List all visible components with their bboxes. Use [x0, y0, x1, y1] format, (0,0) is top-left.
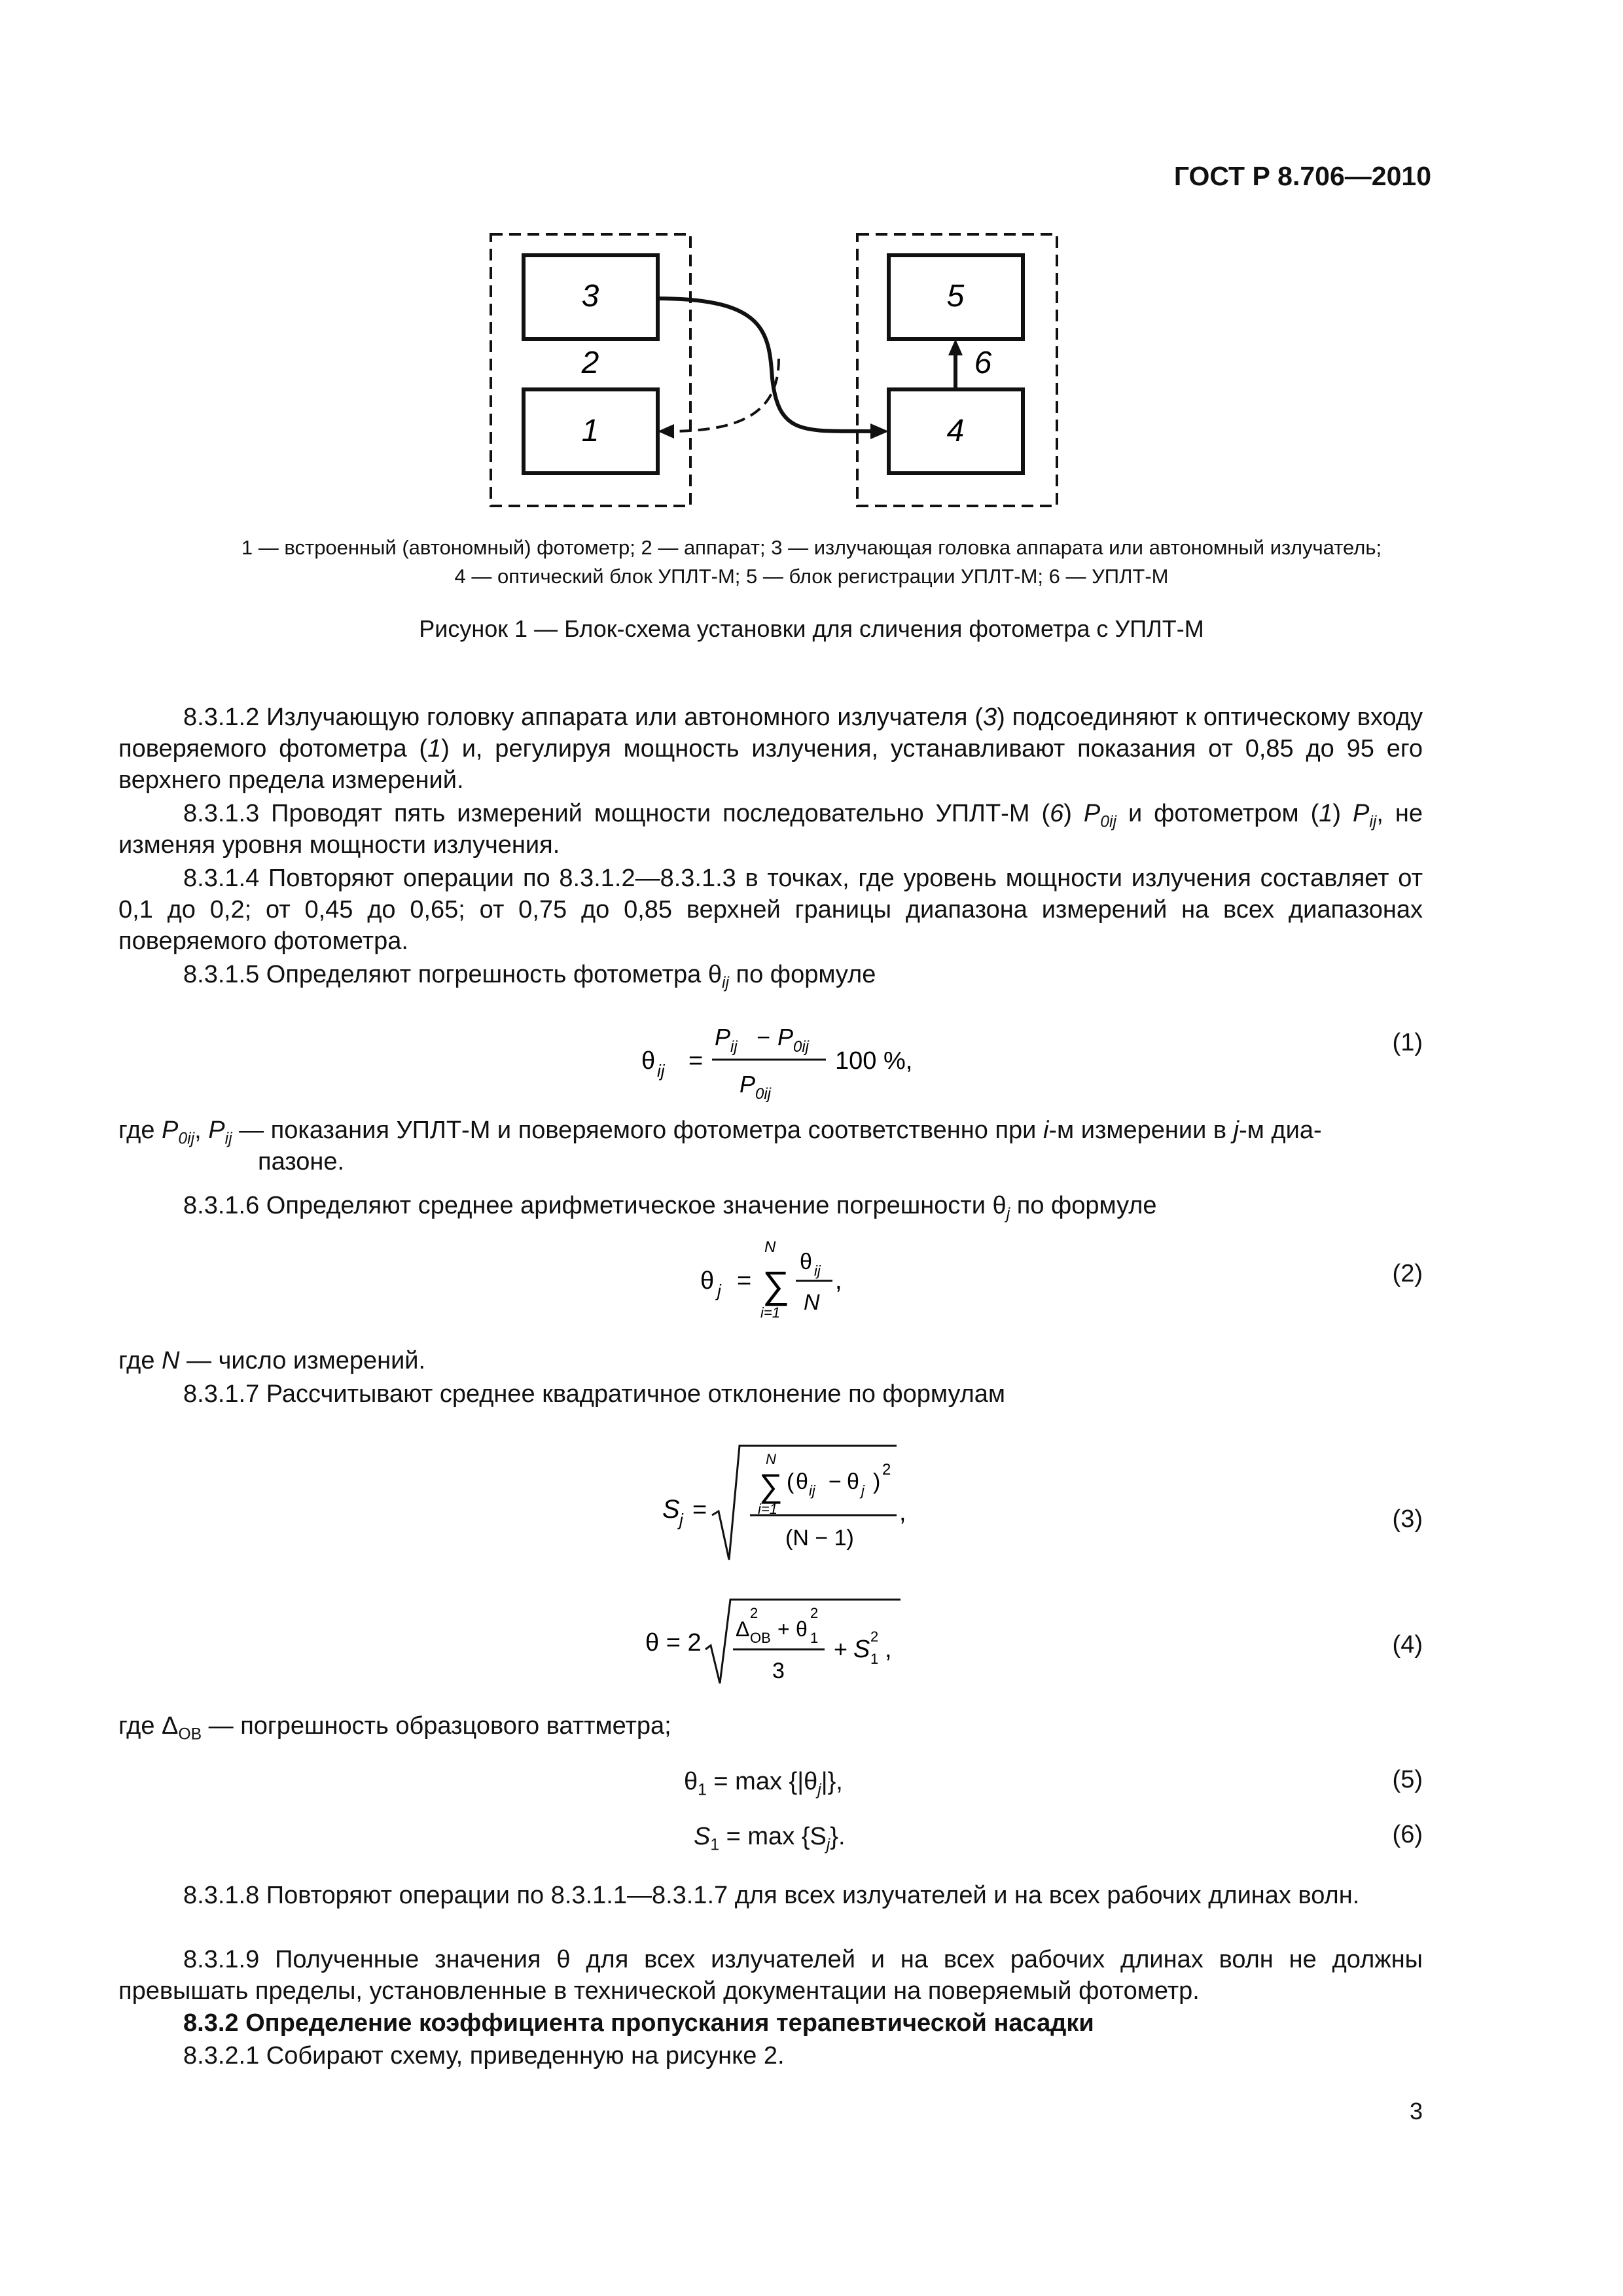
dashed-return-line — [668, 359, 779, 431]
uplt-label-6: 6 — [974, 346, 992, 380]
svg-text:ij: ij — [657, 1061, 665, 1081]
svg-text:θ = 2: θ = 2 — [645, 1629, 702, 1657]
section-heading-8-3-2: 8.3.2 Определение коэффициента пропускания терапевтической насадки — [183, 2009, 1094, 2037]
svg-text:P: P — [777, 1024, 794, 1050]
block-diagram-figure — [478, 228, 1067, 509]
svg-text:ij: ij — [730, 1038, 738, 1056]
svg-text:ij: ij — [814, 1263, 821, 1279]
svg-text:2: 2 — [810, 1605, 819, 1621]
svg-text:P: P — [740, 1071, 756, 1098]
svg-text:S: S — [853, 1636, 870, 1663]
equation-3-number: (3) — [1392, 1505, 1423, 1533]
svg-text:(: ( — [787, 1469, 794, 1494]
page-number: 3 — [1409, 2098, 1423, 2125]
svg-text:θ: θ — [796, 1469, 808, 1494]
svg-text:j: j — [717, 1281, 721, 1300]
paragraph-8-3-1-3: 8.3.1.3 Проводят пять измерений мощности последовательно УПЛТ-М (6) $P_{0ij}$ и фотометром (1) $P_{ij}$, не изменяя уровня мощности излучения. — [118, 800, 1423, 859]
equation-5: $\theta_1 = \max \{|\theta_j|\}$, — [684, 1768, 843, 1799]
svg-text:,: , — [899, 1499, 906, 1526]
box-4-label: 4 — [946, 414, 965, 448]
svg-text:∑: ∑ — [759, 1467, 783, 1504]
svg-text:θ: θ — [641, 1047, 656, 1075]
svg-text:): ) — [873, 1469, 881, 1494]
where-clause-1: где $P_{0ij}$, $P_{ij}$ — показания УПЛТ-М и поверяемого фотометра соответственно при i-м измерении в j-м диа- — [118, 1117, 1322, 1148]
svg-text:θ: θ — [847, 1469, 859, 1494]
arrow-to-box-1 — [658, 424, 674, 439]
svg-text:θ: θ — [796, 1617, 808, 1641]
svg-text:ОВ: ОВ — [750, 1630, 771, 1646]
equation-3 — [648, 1437, 923, 1581]
svg-text:=: = — [737, 1267, 752, 1295]
svg-text:P: P — [715, 1024, 731, 1050]
box-3-label: 3 — [581, 279, 599, 314]
svg-text:0ij: 0ij — [793, 1038, 810, 1056]
equation-5-number: (5) — [1392, 1766, 1423, 1793]
equation-4-number: (4) — [1392, 1631, 1423, 1659]
document-code: ГОСТ Р 8.706—2010 — [1173, 161, 1431, 191]
svg-text:,: , — [885, 1636, 892, 1663]
svg-text:∑: ∑ — [762, 1264, 790, 1306]
svg-text:(N − 1): (N − 1) — [785, 1526, 854, 1551]
svg-text:,: , — [835, 1267, 842, 1295]
svg-text:1: 1 — [810, 1630, 819, 1646]
paragraph-8-3-1-7: 8.3.1.7 Рассчитывают среднее квадратичное отклонение по формулам — [183, 1380, 1006, 1408]
svg-text:j: j — [861, 1482, 865, 1499]
svg-text:S: S — [662, 1495, 680, 1524]
svg-text:0ij: 0ij — [755, 1085, 772, 1103]
equation-4 — [628, 1590, 942, 1695]
svg-text:+: + — [834, 1636, 848, 1662]
svg-text:+: + — [777, 1617, 790, 1641]
equation-1 — [628, 1011, 942, 1109]
svg-text:N: N — [804, 1290, 820, 1315]
svg-text:=: = — [692, 1496, 707, 1524]
where-clause-2: где N — число измерений. — [118, 1347, 426, 1374]
equation-6-number: (6) — [1392, 1821, 1423, 1848]
svg-text:i=1: i=1 — [758, 1501, 777, 1517]
arrow-head-to-box-5 — [948, 339, 963, 355]
paragraph-8-3-2-1: 8.3.2.1 Собирают схему, приведенную на рисунке 2. — [183, 2042, 785, 2070]
figure-legend-line-2: 4 — оптический блок УПЛТ-М; 5 — блок регистрации УПЛТ-М; 6 — УПЛТ-М — [454, 565, 1169, 588]
paragraph-8-3-1-5: 8.3.1.5 Определяют погрешность фотометра $\theta_{ij}$ по формуле — [183, 961, 876, 992]
svg-text:i=1: i=1 — [760, 1304, 780, 1321]
arrow-to-box-4 — [870, 423, 889, 439]
svg-text:−: − — [829, 1469, 842, 1494]
where-clause-3: где $\Delta_{ОВ}$ — погрешность образцового ваттметра; — [118, 1712, 671, 1744]
box-5-label: 5 — [946, 279, 965, 314]
svg-text:−: − — [757, 1024, 771, 1050]
svg-text:2: 2 — [750, 1605, 758, 1621]
paragraph-8-3-1-8: 8.3.1.8 Повторяют операции по 8.3.1.1—8.3.1.7 для всех излучателей и на всех рабочих длинах волн. — [183, 1882, 1360, 1909]
box-1-label: 1 — [581, 414, 599, 448]
paragraph-8-3-1-6: 8.3.1.6 Определяют среднее арифметическое значение погрешности $\theta_j$ по формуле — [183, 1192, 1157, 1223]
svg-text:2: 2 — [882, 1461, 891, 1479]
apparatus-label-2: 2 — [581, 346, 599, 380]
figure-legend-line-1: 1 — встроенный (автономный) фотометр; 2 — аппарат; 3 — излучающая головка аппарата или автономный излучатель; — [241, 536, 1382, 559]
paragraph-8-3-1-9: 8.3.1.9 Полученные значения θ для всех излучателей и на всех рабочих длинах волн не должны превышать пределы, установленные в технической документации на поверяемый фотометр. — [118, 1946, 1423, 2005]
paragraph-8-3-1-2: 8.3.1.2 Излучающую головку аппарата или автономного излучателя (3) подсоединяют к оптическому входу поверяемого фотометра (1) и, регулируя мощность излучения, устанавливают показания от 0,85 до 95 его верхнего предела измерений. — [118, 704, 1423, 794]
equation-2 — [687, 1234, 897, 1332]
svg-text:2: 2 — [870, 1628, 879, 1645]
svg-text:N: N — [764, 1238, 776, 1256]
paragraph-8-3-1-4: 8.3.1.4 Повторяют операции по 8.3.1.2—8.3.1.3 в точках, где уровень мощности излучения составляет от 0,1 до 0,2; от 0,45 до 0,65; от 0,75 до 0,85 верхней границы диапазона измерений на всех диапазонах поверяемого фотометра. — [118, 865, 1423, 955]
svg-text:100 %,: 100 %, — [835, 1047, 913, 1075]
svg-text:N: N — [766, 1451, 776, 1467]
svg-text:Δ: Δ — [736, 1617, 750, 1641]
svg-text:=: = — [688, 1047, 704, 1075]
figure-caption: Рисунок 1 — Блок-схема установки для сличения фотометра с УПЛТ-М — [419, 615, 1204, 642]
equation-6: $S_1 = \max \{S_j\}$. — [694, 1823, 846, 1854]
svg-text:j: j — [679, 1510, 683, 1530]
where-clause-1-continuation: пазоне. — [258, 1148, 345, 1175]
svg-text:θ: θ — [800, 1249, 812, 1274]
svg-text:1: 1 — [870, 1651, 879, 1667]
equation-2-number: (2) — [1392, 1260, 1423, 1287]
svg-text:3: 3 — [772, 1659, 785, 1683]
equation-1-number: (1) — [1392, 1029, 1423, 1056]
svg-text:θ: θ — [700, 1267, 715, 1295]
svg-text:ij: ij — [809, 1482, 815, 1499]
